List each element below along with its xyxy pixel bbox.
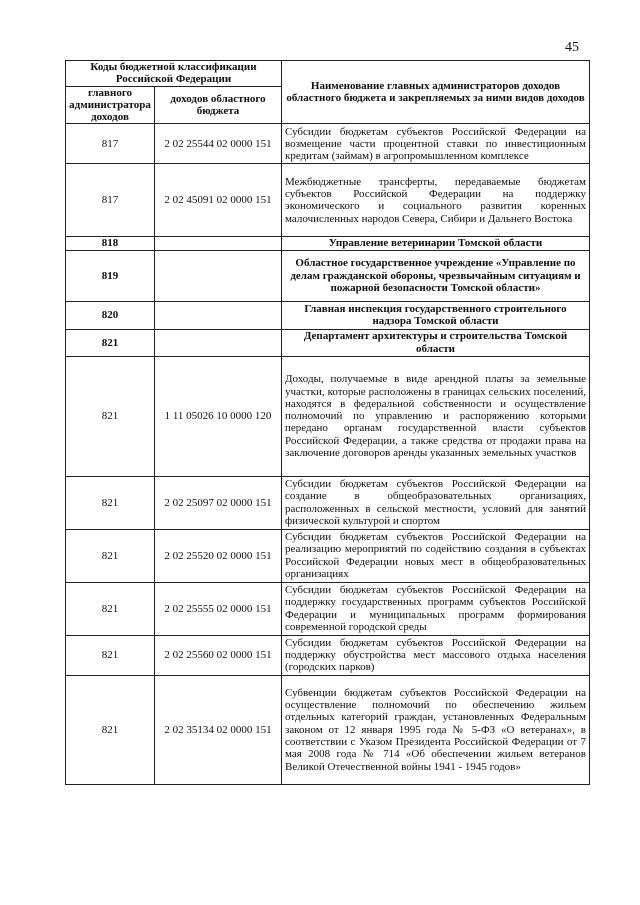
- income-code-cell: [155, 301, 282, 329]
- admin-code-cell: 821: [66, 635, 155, 675]
- description-cell: Субсидии бюджетам субъектов Российской Федерации на поддержку обустройства мест массового отдыха населения (городских парков): [282, 635, 590, 675]
- table-row: [66, 301, 590, 329]
- description-cell: Межбюджетные трансферты, передаваемые бюджетам субъектов Российской Федерации на поддержку экономического и социального развития коренных малочисленных народов Севера, Сибири и Дальнего Востока: [282, 164, 590, 237]
- description-cell: Субсидии бюджетам субъектов Российской Федерации на возмещение части процентной ставки по инвестиционным кредитам (займам) в агропромышленном комплексе: [282, 124, 590, 164]
- income-code-cell: 2 02 25520 02 0000 151: [155, 529, 282, 582]
- table-row: [66, 124, 590, 164]
- admin-code-cell: 821: [66, 476, 155, 529]
- description-cell: Главная инспекция государственного строительного надзора Томской области: [282, 301, 590, 329]
- table-row: [66, 356, 590, 476]
- codes-group-header: Коды бюджетной классификации Российской Федерации: [66, 61, 282, 87]
- admin-code-cell: 821: [66, 675, 155, 784]
- page-number: 45: [565, 40, 579, 55]
- income-code-cell: [155, 250, 282, 301]
- income-code-cell: 2 02 35134 02 0000 151: [155, 675, 282, 784]
- admin-code-cell: 820: [66, 301, 155, 329]
- budget-classification-table: [65, 60, 590, 785]
- description-cell: Доходы, получаемые в виде арендной платы за земельные участки, которые расположены в границах сельских поселений, находятся в федеральной собственности и осуществление полномочий по управлению и распоряжению которыми передано органам государственной власти субъектов Российской Федерации, а также средства от продажи права на заключение договоров аренды указанных земельных участков: [282, 356, 590, 476]
- description-cell: Субсидии бюджетам субъектов Российской Федерации на реализацию мероприятий по содействию создания в субъектах Российской Федерации новых мест в общеобразовательных организациях: [282, 529, 590, 582]
- table-row: [66, 250, 590, 301]
- admin-column-header: главного администратора доходов: [66, 86, 155, 124]
- table-row: [66, 582, 590, 635]
- table-row: [66, 529, 590, 582]
- income-code-cell: 1 11 05026 10 0000 120: [155, 356, 282, 476]
- income-code-cell: 2 02 25555 02 0000 151: [155, 582, 282, 635]
- description-cell: Субсидии бюджетам субъектов Российской Федерации на поддержку государственных программ субъектов Российской Федерации и муниципальных программ формирования современной городской среды: [282, 582, 590, 635]
- table-row: [66, 635, 590, 675]
- admin-code-cell: 821: [66, 356, 155, 476]
- admin-code-cell: 821: [66, 582, 155, 635]
- description-cell: Управление ветеринарии Томской области: [282, 237, 590, 250]
- admin-code-cell: 821: [66, 529, 155, 582]
- description-cell: Областное государственное учреждение «Управление по делам гражданской обороны, чрезвычайным ситуациям и пожарной безопасности Томской области»: [282, 250, 590, 301]
- description-cell: Субвенции бюджетам субъектов Российской Федерации на осуществление полномочий по обеспечению жильем отдельных категорий граждан, установленных Федеральным законом от 12 января 1995 года № 5-ФЗ «О ветеранах», в соответствии с Указом Президента Российской Федерации от 7 мая 2008 года № 714 «Об обеспечении жильем ветеранов Великой Отечественной войны 1941 - 1945 годов»: [282, 675, 590, 784]
- income-code-cell: 2 02 45091 02 0000 151: [155, 164, 282, 237]
- income-column-header: доходов областного бюджета: [155, 86, 282, 124]
- admin-code-cell: 817: [66, 124, 155, 164]
- table-row: [66, 164, 590, 237]
- income-code-cell: 2 02 25097 02 0000 151: [155, 476, 282, 529]
- admin-code-cell: 818: [66, 237, 155, 250]
- admin-code-cell: 821: [66, 329, 155, 356]
- name-column-header: Наименование главных администраторов доходов областного бюджета и закрепляемых за ними видов доходов: [282, 61, 590, 124]
- income-code-cell: [155, 237, 282, 250]
- admin-code-cell: 817: [66, 164, 155, 237]
- table-row: [66, 675, 590, 784]
- income-code-cell: 2 02 25544 02 0000 151: [155, 124, 282, 164]
- income-code-cell: [155, 329, 282, 356]
- description-cell: Субсидии бюджетам субъектов Российской Федерации на создание в общеобразовательных организациях, расположенных в сельской местности, условий для занятий физической культурой и спортом: [282, 476, 590, 529]
- income-code-cell: 2 02 25560 02 0000 151: [155, 635, 282, 675]
- table-row: [66, 329, 590, 356]
- table-row: [66, 476, 590, 529]
- admin-code-cell: 819: [66, 250, 155, 301]
- table-row: [66, 237, 590, 250]
- description-cell: Департамент архитектуры и строительства Томской области: [282, 329, 590, 356]
